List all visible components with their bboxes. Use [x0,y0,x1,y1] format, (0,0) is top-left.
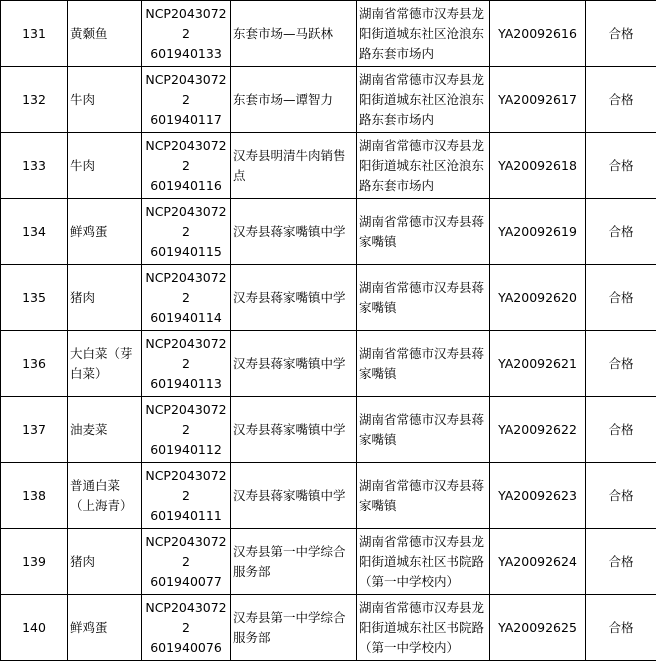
sample-name: 普通白菜（上海青） [68,463,142,529]
seller-name: 汉寿县蒋家嘴镇中学 [231,265,357,331]
sample-code [142,397,231,463]
sample-code-part1: NCP20430722 [145,533,227,569]
result-status: 合格 [586,463,656,529]
sample-code [142,463,231,529]
table-row [1,133,656,199]
report-number: YA20092619 [490,199,586,265]
sample-code-part1: NCP20430722 [145,401,227,437]
result-status: 合格 [586,133,656,199]
sample-code-part1: NCP20430722 [145,71,227,107]
sample-name: 牛肉 [68,67,142,133]
sample-code-part2: 601940113 [150,375,222,391]
sample-name: 猪肉 [68,529,142,595]
report-number: YA20092616 [490,1,586,67]
sample-code-part2: 601940077 [150,573,222,589]
sample-code [142,331,231,397]
result-status: 合格 [586,331,656,397]
row-index: 139 [1,529,68,595]
sample-code [142,595,231,661]
result-status: 合格 [586,397,656,463]
sample-code-part1: NCP20430722 [145,335,227,371]
result-status: 合格 [586,199,656,265]
sample-code-part2: 601940116 [150,177,222,193]
row-index: 136 [1,331,68,397]
report-number: YA20092620 [490,265,586,331]
sample-name: 牛肉 [68,133,142,199]
result-status: 合格 [586,1,656,67]
result-status: 合格 [586,265,656,331]
report-number: YA20092622 [490,397,586,463]
result-status: 合格 [586,67,656,133]
sample-code-part2: 601940115 [150,243,222,259]
sample-code-part1: NCP20430722 [145,5,227,41]
seller-name: 汉寿县蒋家嘴镇中学 [231,199,357,265]
sample-name: 黄颡鱼 [68,1,142,67]
sample-code [142,1,231,67]
seller-name: 汉寿县第一中学综合服务部 [231,529,357,595]
seller-address: 湖南省常德市汉寿县蒋家嘴镇 [357,463,490,529]
sample-code-part2: 601940076 [150,639,222,655]
result-status: 合格 [586,595,656,661]
sample-code-part2: 601940117 [150,111,222,127]
table-body [1,1,656,661]
sample-code-part2: 601940111 [150,507,222,523]
seller-address: 湖南省常德市汉寿县蒋家嘴镇 [357,265,490,331]
seller-address: 湖南省常德市汉寿县龙阳街道城东社区沧浪东路东套市场内 [357,1,490,67]
row-index: 135 [1,265,68,331]
sample-name: 猪肉 [68,265,142,331]
sample-code-part1: NCP20430722 [145,467,227,503]
table-row [1,67,656,133]
row-index: 137 [1,397,68,463]
sample-code-part2: 601940114 [150,309,222,325]
sample-code [142,133,231,199]
sample-code [142,265,231,331]
seller-address: 湖南省常德市汉寿县龙阳街道城东社区沧浪东路东套市场内 [357,67,490,133]
report-number: YA20092625 [490,595,586,661]
result-status: 合格 [586,529,656,595]
sample-code [142,199,231,265]
report-number: YA20092618 [490,133,586,199]
row-index: 132 [1,67,68,133]
seller-address: 湖南省常德市汉寿县蒋家嘴镇 [357,199,490,265]
table-row [1,397,656,463]
sample-code-part1: NCP20430722 [145,599,227,635]
sample-name: 油麦菜 [68,397,142,463]
seller-address: 湖南省常德市汉寿县龙阳街道城东社区沧浪东路东套市场内 [357,133,490,199]
report-number: YA20092621 [490,331,586,397]
seller-address: 湖南省常德市汉寿县龙阳街道城东社区书院路（第一中学校内） [357,595,490,661]
table-row [1,331,656,397]
sample-code-part1: NCP20430722 [145,137,227,173]
seller-name: 汉寿县蒋家嘴镇中学 [231,331,357,397]
seller-address: 湖南省常德市汉寿县龙阳街道城东社区书院路（第一中学校内） [357,529,490,595]
table-row [1,1,656,67]
seller-address: 湖南省常德市汉寿县蒋家嘴镇 [357,331,490,397]
sample-code [142,529,231,595]
report-number: YA20092624 [490,529,586,595]
row-index: 134 [1,199,68,265]
sample-code-part2: 601940133 [150,45,222,61]
table-row [1,265,656,331]
table-row [1,199,656,265]
seller-name: 东套市场—谭智力 [231,67,357,133]
sample-code-part2: 601940112 [150,441,222,457]
seller-name: 汉寿县明清牛肉销售点 [231,133,357,199]
row-index: 140 [1,595,68,661]
seller-name: 汉寿县第一中学综合服务部 [231,595,357,661]
report-number: YA20092617 [490,67,586,133]
row-index: 133 [1,133,68,199]
row-index: 138 [1,463,68,529]
seller-name: 汉寿县蒋家嘴镇中学 [231,463,357,529]
sample-name: 鲜鸡蛋 [68,595,142,661]
seller-name: 汉寿县蒋家嘴镇中学 [231,397,357,463]
table-row [1,595,656,661]
sample-code-part1: NCP20430722 [145,203,227,239]
sample-code [142,67,231,133]
table-row [1,529,656,595]
sample-code-part1: NCP20430722 [145,269,227,305]
report-number: YA20092623 [490,463,586,529]
sample-name: 大白菜（芽白菜） [68,331,142,397]
sample-name: 鲜鸡蛋 [68,199,142,265]
seller-address: 湖南省常德市汉寿县蒋家嘴镇 [357,397,490,463]
seller-name: 东套市场—马跃林 [231,1,357,67]
row-index: 131 [1,1,68,67]
table-row [1,463,656,529]
